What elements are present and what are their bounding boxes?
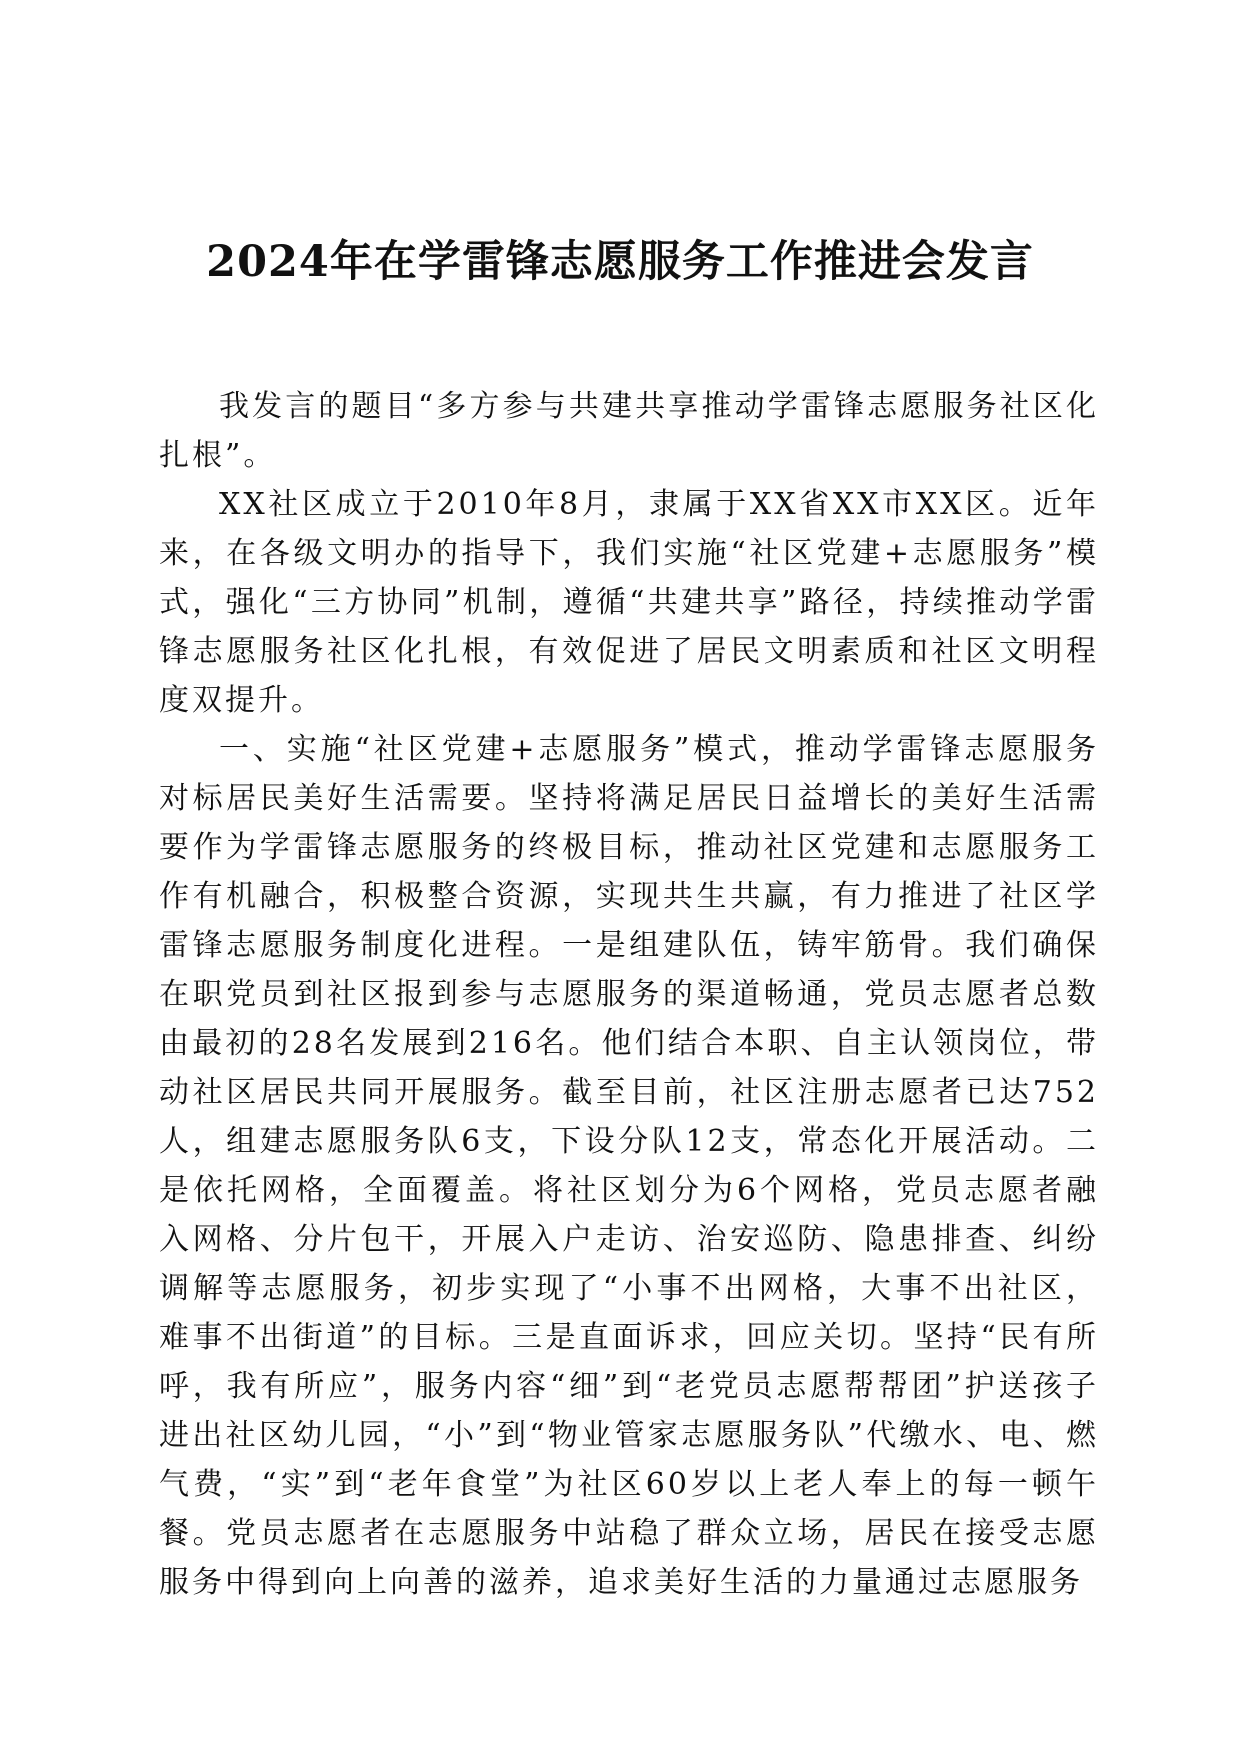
paragraph-topic: 我发言的题目“多方参与共建共享推动学雷锋志愿服务社区化扎根”。 — [159, 389, 1099, 473]
document-title: 2024年在学雷锋志愿服务工作推进会发言 — [206, 237, 1034, 287]
document-body — [159, 382, 1099, 1607]
paragraph-section-one: 一、实施“社区党建+志愿服务”模式，推动学雷锋志愿服务对标居民美好生活需要。坚持将满足居民日益增长的美好生活需要作为学雷锋志愿服务的终极目标，推动社区党建和志愿服务工作有机融合，积极整合资源，实现共生共赢，有力推进了社区学雷锋志愿服务制度化进程。一是组建队伍，铸牢筋骨。我们确保在职党员到社区报到参与志愿服务的渠道畅通，党员志愿者总数由最初的28名发展到216名。他们结合本职、自主认领岗位，带动社区居民共同开展服务。截至目前，社区注册志愿者已达752人，组建志愿服务队6支，下设分队12支，常态化开展活动。二是依托网格，全面覆盖。将社区划分为6个网格，党员志愿者融入网格、分片包干，开展入户走访、治安巡防、隐患排查、纠纷调解等志愿服务，初步实现了“小事不出网格，大事不出社区，难事不出街道”的目标。三是直面诉求，回应关切。坚持“民有所呼，我有所应”，服务内容“细”到“老党员志愿帮帮团”护送孩子进出社区幼儿园，“小”到“物业管家志愿服务队”代缴水、电、燃气费，“实”到“老年食堂”为社区60岁以上老人奉上的每一顿午餐。党员志愿者在志愿服务中站稳了群众立场，居民在接受志愿服务中得到向上向善的滋养，追求美好生活的力量通过志愿服务 — [159, 732, 1099, 1600]
paragraph-community-intro: XX社区成立于2010年8月，隶属于XX省XX市XX区。近年来，在各级文明办的指导下，我们实施“社区党建+志愿服务”模式，强化“三方协同”机制，遵循“共建共享”路径，持续推动学雷锋志愿服务社区化扎根，有效促进了居民文明素质和社区文明程度双提升。 — [159, 487, 1099, 718]
